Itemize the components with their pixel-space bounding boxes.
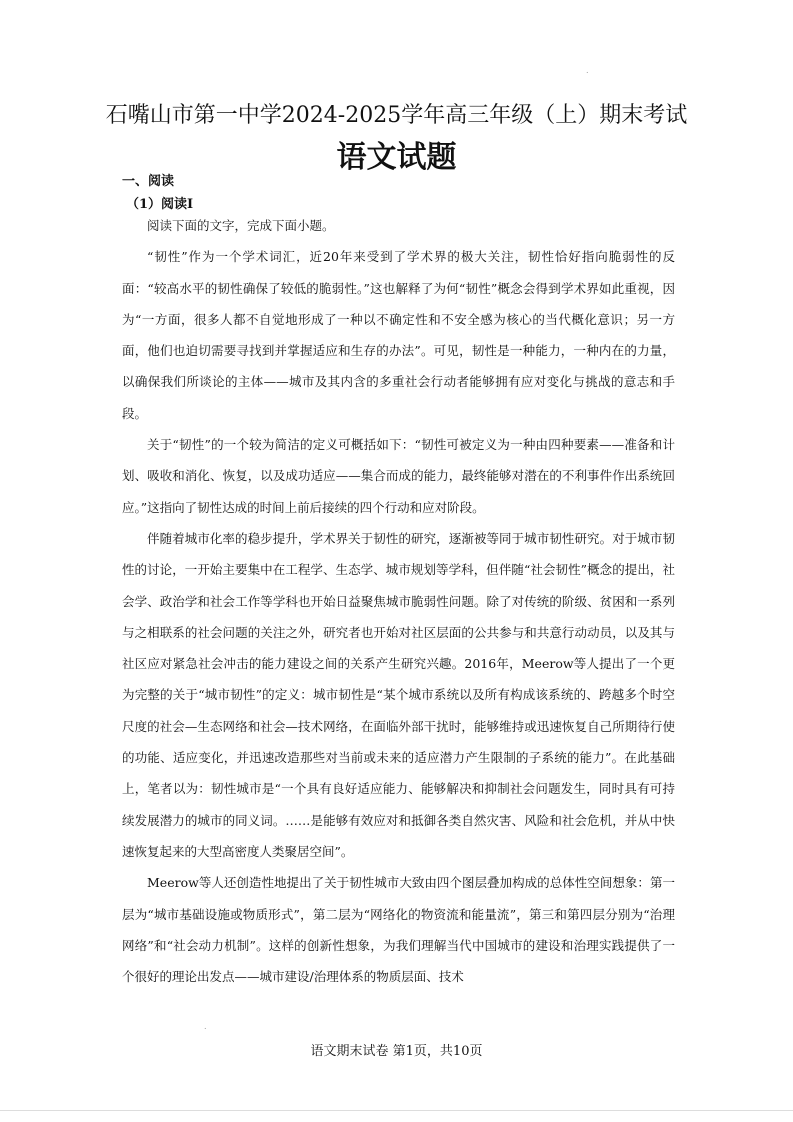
subsection-heading: （1）阅读Ⅰ xyxy=(126,197,194,212)
exam-title: 石嘴山市第一中学2024-2025学年高三年级（上）期末考试 xyxy=(105,103,688,128)
section-heading: 一、阅读 xyxy=(122,174,175,189)
exam-subject-title: 语文试题 xyxy=(336,140,457,175)
reading-passage xyxy=(122,210,675,992)
passage-paragraph-3: 伴随着城市化率的稳步提升，学术界关于韧性的研究，逐渐被等同于城市韧性研究。对于城市韧性的讨论，一开始主要集中在工程学、生态学、城市规划等学科，但伴随“社会韧性”概念的提出，社会学、政治学和社会工作等学科也开始日益聚焦城市脆弱性问题。除了对传统的阶级、贫困和一系列与之相联系的社会问题的关注之外，研究者也开始对社区层面的公共参与和共意行动动员，以及其与社区应对紧急社会冲击的能力建设之间的关系产生研究兴趣。2016年，Meerow等人提出了一个更为完整的关于“城市韧性”的定义：城市韧性是“某个城市系统以及所有构成该系统的、跨越多个时空尺度的社会—生态网络和社会—技术网络，在面临外部干扰时，能够维持或迅速恢复自己所期待行使的功能、适应变化，并迅速改造那些对当前或未来的适应潜力产生限制的子系统的能力”。在此基础上，笔者以为：韧性城市是“一个具有良好适应能力、能够解决和抑制社会问题发生，同时具有可持续发展潜力的城市的同义词。……是能够有效应对和抵御各类自然灾害、风险和社会危机，并从中快速恢复起来的大型高密度人类聚居空间”。 xyxy=(122,530,675,859)
page-footer: 语文期末试卷 第1页，共10页 xyxy=(310,1044,483,1059)
page-bottom-divider xyxy=(0,1110,793,1111)
instruction-paragraph: 阅读下面的文字，完成下面小题。 xyxy=(147,218,335,233)
speck-mark: . xyxy=(204,1022,207,1031)
passage-paragraph-1: “韧性”作为一个学术词汇，近20年来受到了学术界的极大关注，韧性恰好指向脆弱性的反面：“较高水平的韧性确保了较低的脆弱性。”这也解释了为何“韧性”概念会得到学术界如此重视，因为“一方面，很多人都不自觉地形成了一种以不确定性和不安全感为核心的当代概化意识；另一方面，他们也迫切需要寻找到并掌握适应和生存的办法”。可见，韧性是一种能力，一种内在的力量，以确保我们所谈论的主体——城市及其内含的多重社会行动者能够拥有应对变化与挑战的意志和手段。 xyxy=(122,249,675,421)
passage-paragraph-2: 关于“韧性”的一个较为简洁的定义可概括如下：“韧性可被定义为一种由四种要素——准备和计划、吸收和消化、恢复，以及成功适应——集合而成的能力，最终能够对潜在的不利事件作出系统回应。”这指向了韧性达成的时间上前后接续的四个行动和应对阶段。 xyxy=(122,437,675,515)
speck-mark: . xyxy=(586,66,589,75)
passage-paragraph-4: Meerow等人还创造性地提出了关于韧性城市大致由四个图层叠加构成的总体性空间想象：第一层为“城市基础设施或物质形式”，第二层为“网络化的物资流和能量流”，第三和第四层分别为“治理网络”和“社会动力机制”。这样的创新性想象，为我们理解当代中国城市的建设和治理实践提供了一个很好的理论出发点——城市建设/治理体系的物质层面、技术 xyxy=(122,875,675,985)
